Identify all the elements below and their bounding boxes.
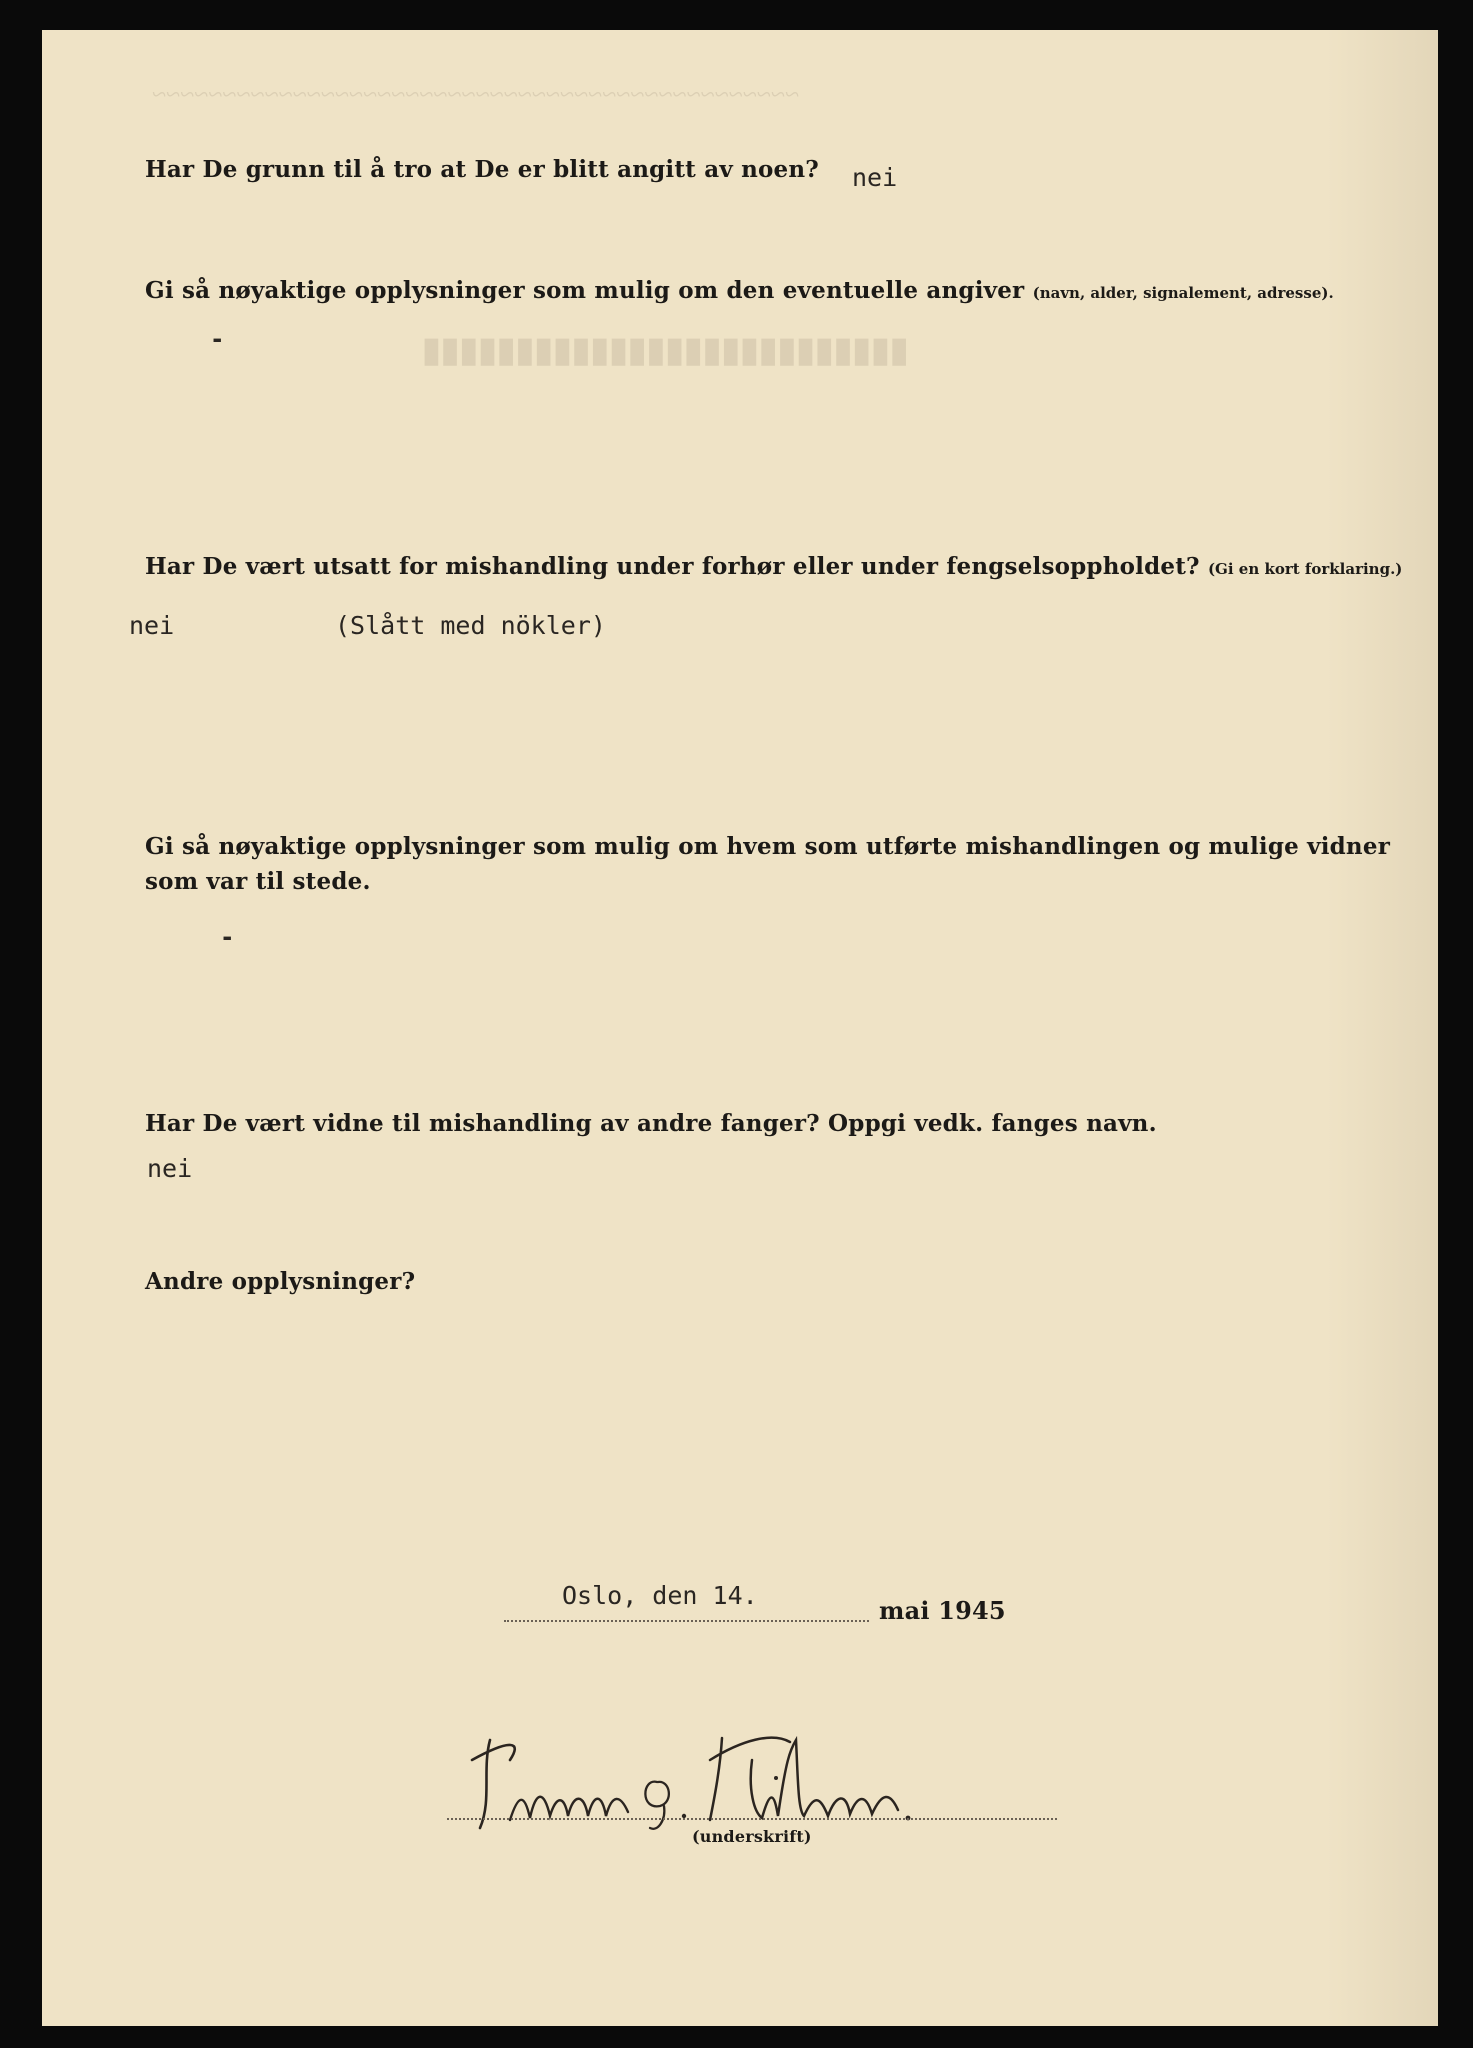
answer-mishandling[interactable]: nei bbox=[129, 611, 175, 640]
question-angiver-note: (navn, alder, signalement, adresse). bbox=[1032, 284, 1334, 302]
question-angiver-text: Gi så nøyaktige opplysninger som mulig om den eventuelle angiver bbox=[145, 277, 1025, 304]
answer-mishandling-explanation[interactable]: (Slått med nökler) bbox=[335, 611, 606, 640]
question-perpetrators-line2: som var til stede. bbox=[145, 868, 371, 895]
date-month-year: mai 1945 bbox=[879, 1596, 1006, 1625]
question-angiver-details bbox=[145, 277, 1334, 304]
question-mishandling-note: (Gi en kort forklaring.) bbox=[1207, 560, 1403, 578]
question-angitt: Har De grunn til å tro at De er blitt angitt av noen? bbox=[145, 156, 819, 183]
answer-angiver-details[interactable]: - bbox=[210, 325, 225, 353]
date-dotted-line bbox=[504, 1620, 869, 1622]
signature-dotted-line bbox=[447, 1818, 1057, 1820]
question-mishandling-text: Har De vært utsatt for mishandling under forhør eller under fengselsoppholdet? bbox=[145, 553, 1200, 580]
question-mishandling bbox=[145, 553, 1402, 580]
bleed-through-decoration: ~~~~~~~~~~~~~~~~~~~~~~~~~~~~~~~~~~~~~~~~~~~~~~ bbox=[152, 80, 800, 109]
answer-witness[interactable]: nei bbox=[147, 1154, 193, 1183]
question-other-info: Andre opplysninger? bbox=[145, 1268, 416, 1295]
date-place-day[interactable]: Oslo, den 14. bbox=[562, 1581, 758, 1610]
bleed-through-decoration: ▮▮▮▮▮▮▮▮▮▮▮▮▮▮▮▮▮▮▮▮▮▮▮▮▮▮ bbox=[422, 332, 909, 369]
signature-caption: (underskrift) bbox=[692, 1827, 812, 1846]
question-perpetrators-line1: Gi så nøyaktige opplysninger som mulig om hvem som utførte mishandlingen og mulige vidner bbox=[145, 833, 1391, 860]
answer-angitt[interactable]: nei bbox=[852, 163, 898, 192]
document-page bbox=[42, 30, 1438, 2026]
answer-perpetrators[interactable]: - bbox=[220, 923, 235, 951]
question-witness: Har De vært vidne til mishandling av andre fanger? Oppgi vedk. fanges navn. bbox=[145, 1110, 1157, 1137]
